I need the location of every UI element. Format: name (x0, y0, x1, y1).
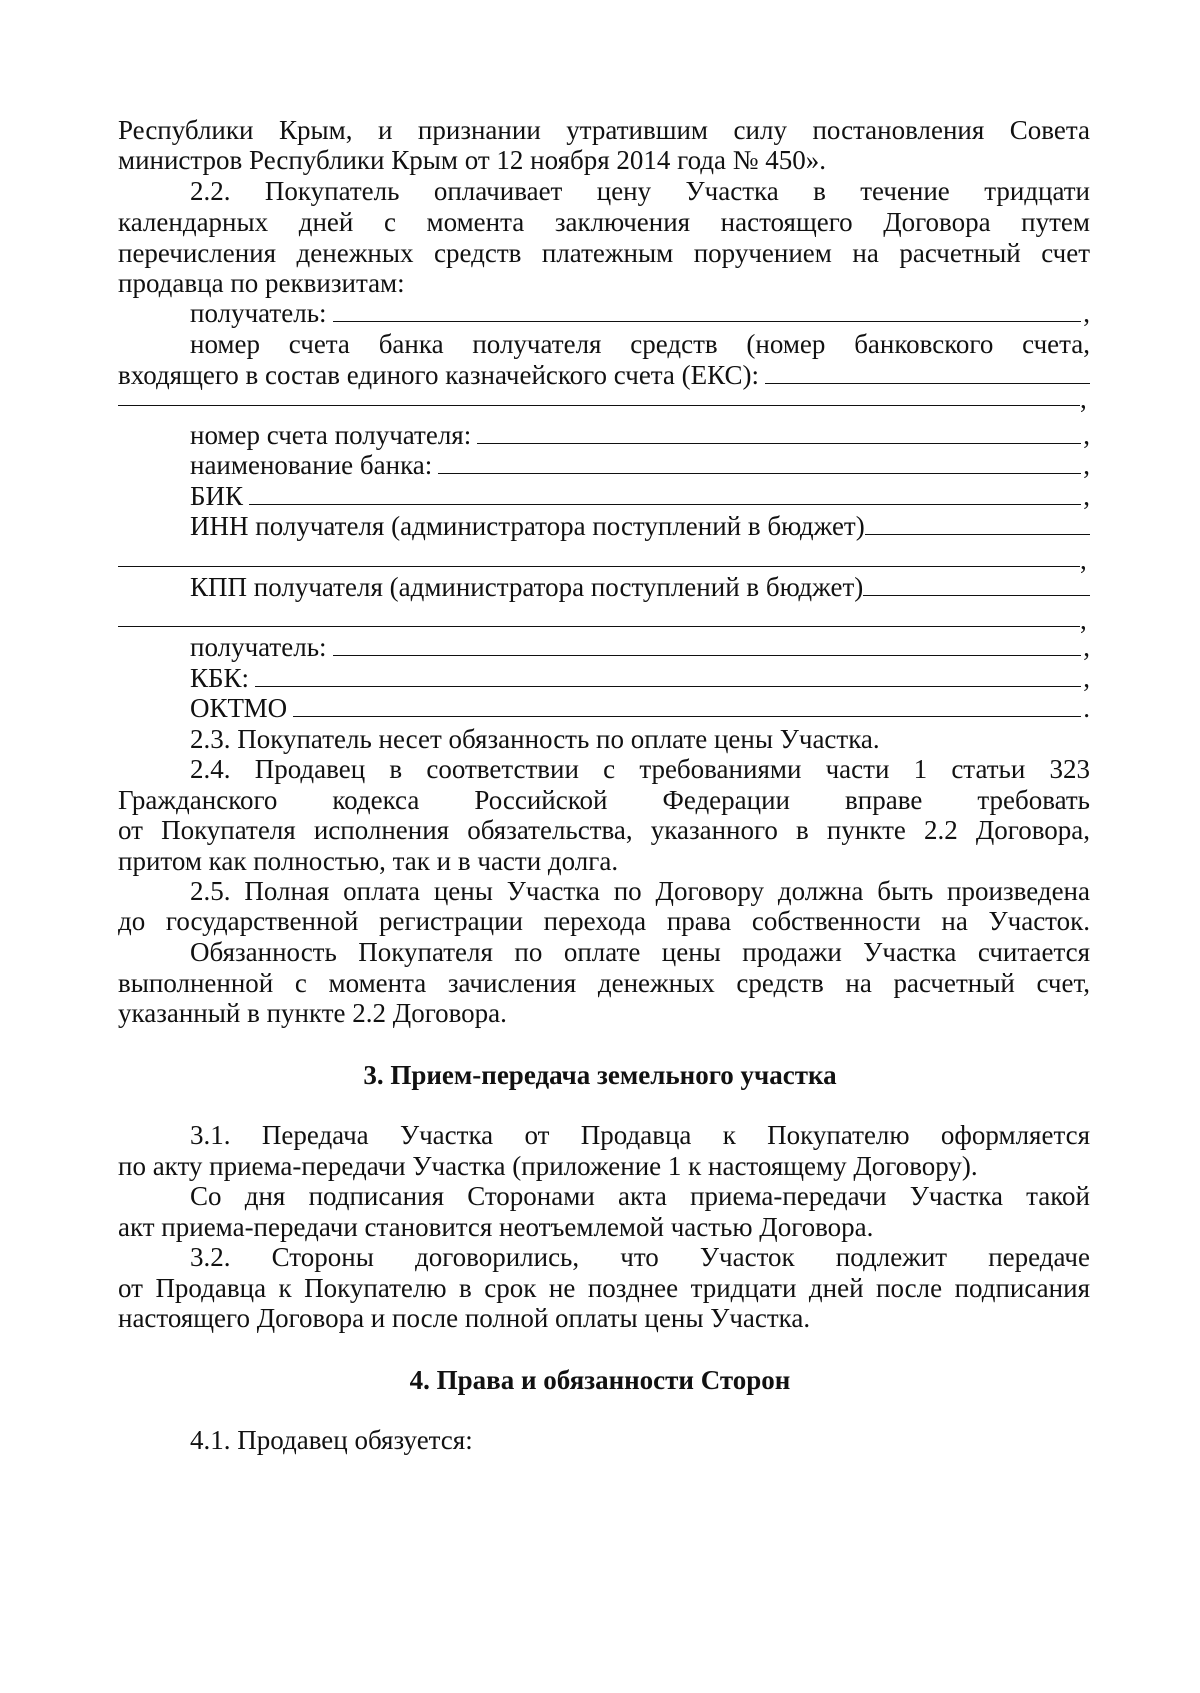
comma: , (1083, 481, 1090, 511)
kbk-label: КБК: (190, 663, 250, 693)
recipient-account-blank (477, 419, 1081, 444)
kpp-field (190, 570, 1090, 604)
comma: , (1080, 605, 1087, 635)
recipient2-blank (333, 631, 1082, 656)
bik-field (190, 479, 1090, 513)
text-line: выполненной с момента зачисления денежных средств на расчетный счет, (118, 968, 1090, 998)
text-line: акт приема-передачи становится неотъемлемой частью Договора. (118, 1212, 874, 1242)
inn-continuation-blank (118, 566, 1080, 567)
paragraph-2-4-start: 2.4. Продавец в соответствии с требованиями части 1 статьи 323 (190, 754, 1090, 784)
paragraph-4-1: 4.1. Продавец обязуется: (190, 1425, 473, 1455)
bank-name-blank (438, 449, 1081, 474)
comma: , (1080, 545, 1087, 575)
bik-blank (249, 480, 1081, 505)
bik-label: БИК (190, 481, 244, 511)
kpp-blank (863, 571, 1090, 596)
recipient-account-label: номер счета получателя: (190, 420, 472, 450)
comma: , (1080, 384, 1087, 414)
period: . (1083, 693, 1090, 723)
kbk-field (190, 661, 1090, 695)
recipient2-field (190, 630, 1090, 664)
text-line: от Продавца к Покупателю в срок не позднее тридцати дней после подписания (118, 1273, 1090, 1303)
comma: , (1083, 632, 1090, 662)
paragraph-obligation-start: Обязанность Покупателя по оплате цены продажи Участка считается (190, 937, 1090, 967)
section-3-heading: 3. Прием-передача земельного участка (363, 1060, 837, 1090)
account-continuation-blank (118, 405, 1080, 406)
text-line: от Покупателя исполнения обязательства, указанного в пункте 2.2 Договора, (118, 815, 1090, 845)
text-line: номер счета банка получателя средств (номер банковского счета, (190, 329, 1090, 359)
inn-label: ИНН получателя (администратора поступлений в бюджет) (190, 511, 865, 541)
comma: , (1083, 663, 1090, 693)
account-blank (765, 359, 1090, 384)
text-line: по акту приема-передачи Участка (приложение 1 к настоящему Договору). (118, 1151, 978, 1181)
kbk-blank (255, 662, 1081, 687)
oktmo-label: ОКТМО (190, 693, 288, 723)
recipient-blank (333, 297, 1082, 322)
oktmo-blank (293, 692, 1081, 717)
text-line: продавца по реквизитам: (118, 268, 405, 298)
account-field (118, 358, 1090, 392)
account-label: входящего в состав единого казначейского счета (ЕКС): (118, 360, 759, 390)
comma: , (1083, 450, 1090, 480)
inn-field (190, 509, 1090, 543)
paragraph-signing-start: Со дня подписания Сторонами акта приема-передачи Участка такой (190, 1181, 1090, 1211)
text-line: до государственной регистрации перехода права собственности на Участок. (118, 906, 1090, 936)
paragraph-3-2-start: 3.2. Стороны договорились, что Участок подлежит передаче (190, 1242, 1090, 1272)
recipient2-label: получатель: (190, 632, 327, 662)
paragraph-3-1-start: 3.1. Передача Участка от Продавца к Покупателю оформляется (190, 1120, 1090, 1150)
recipient-account-field (190, 418, 1090, 452)
kpp-continuation-blank (118, 626, 1080, 627)
text-line: указанный в пункте 2.2 Договора. (118, 998, 507, 1028)
section-4-heading: 4. Права и обязанности Сторон (409, 1365, 791, 1395)
paragraph-2-5-start: 2.5. Полная оплата цены Участка по Договору должна быть произведена (190, 876, 1090, 906)
comma: , (1083, 420, 1090, 450)
text-line: календарных дней с момента заключения настоящего Договора путем (118, 207, 1090, 237)
bank-name-label: наименование банка: (190, 450, 433, 480)
kpp-label: КПП получателя (администратора поступлений в бюджет) (190, 572, 864, 602)
paragraph-2-3: 2.3. Покупатель несет обязанность по оплате цены Участка. (190, 724, 880, 754)
text-line: министров Республики Крым от 12 ноября 2014 года № 450». (118, 145, 827, 175)
text-line: Гражданского кодекса Российской Федерации вправе требовать (118, 785, 1090, 815)
comma: , (1083, 298, 1090, 328)
oktmo-field (190, 691, 1090, 725)
recipient-field (190, 296, 1090, 330)
paragraph-2-2-start: 2.2. Покупатель оплачивает цену Участка в течение тридцати (190, 176, 1090, 206)
text-line: настоящего Договора и после полной оплаты цены Участка. (118, 1303, 811, 1333)
bank-name-field (190, 448, 1090, 482)
recipient-label: получатель: (190, 298, 327, 328)
text-line: притом как полностью, так и в части долга. (118, 846, 619, 876)
text-line: Республики Крым, и признании утратившим силу постановления Совета (118, 115, 1090, 145)
inn-blank (865, 510, 1090, 535)
text-line: перечисления денежных средств платежным поручением на расчетный счет (118, 238, 1090, 268)
